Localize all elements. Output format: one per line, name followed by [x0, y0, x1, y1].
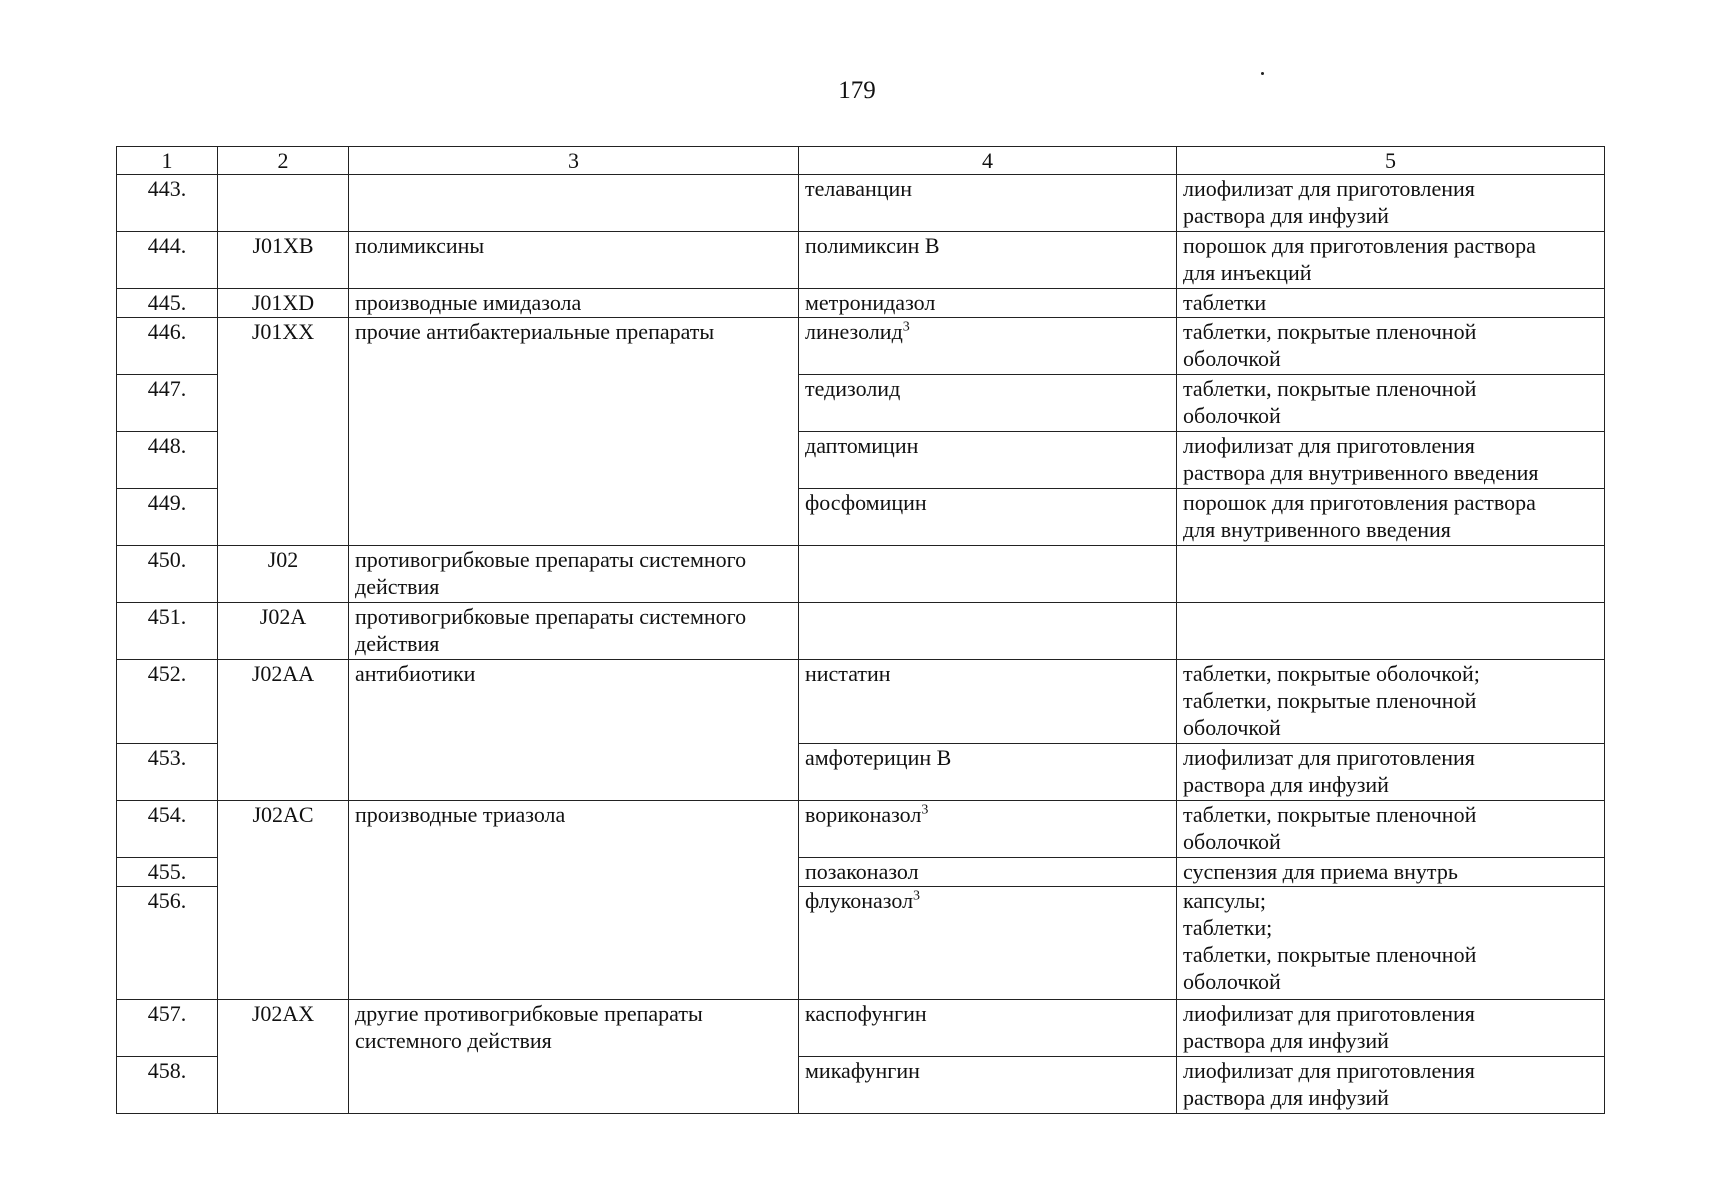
drug-name: нистатин	[805, 661, 891, 686]
atc-group	[349, 175, 799, 232]
drug-name-cell	[799, 858, 1177, 887]
dosage-form-line: лиофилизат для приготовления	[1183, 176, 1475, 201]
drug-name: метронидазол	[805, 290, 936, 315]
drug-name-cell	[799, 432, 1177, 489]
dosage-forms	[1177, 744, 1605, 801]
drug-name: вориконазол	[805, 802, 922, 827]
column-header: 2	[218, 147, 349, 175]
dosage-form-line: раствора для внутривенного введения	[1183, 460, 1539, 485]
dosage-form-line: таблетки, покрытые пленочной	[1183, 942, 1477, 967]
dosage-form-line: раствора для инфузий	[1183, 1028, 1389, 1053]
drug-name-cell	[799, 603, 1177, 660]
dosage-form-line: оболочкой	[1183, 829, 1281, 854]
dosage-form-line: порошок для приготовления раствора	[1183, 490, 1536, 515]
drug-name: даптомицин	[805, 433, 919, 458]
drug-name: микафунгин	[805, 1058, 920, 1083]
atc-group: производные имидазола	[349, 289, 799, 318]
atc-group: антибиотики	[349, 660, 799, 801]
dosage-form-line: капсулы;	[1183, 888, 1266, 913]
atc-group: противогрибковые препараты системного действия	[349, 546, 799, 603]
row-number: 448.	[117, 432, 218, 489]
column-header: 4	[799, 147, 1177, 175]
drug-name-cell	[799, 660, 1177, 744]
atc-code: J02AC	[218, 801, 349, 1000]
dosage-form-line: лиофилизат для приготовления	[1183, 1001, 1475, 1026]
drug-name-cell	[799, 546, 1177, 603]
table-row	[117, 318, 1605, 375]
drug-name: позаконазол	[805, 859, 919, 884]
drug-name-cell	[799, 318, 1177, 375]
row-number: 455.	[117, 858, 218, 887]
drug-table	[116, 146, 1605, 1114]
header-row	[117, 147, 1605, 175]
table-row	[117, 603, 1605, 660]
footnote-marker: 3	[913, 888, 921, 904]
drug-name: полимиксин В	[805, 233, 940, 258]
atc-code: J02AX	[218, 1000, 349, 1114]
row-number: 453.	[117, 744, 218, 801]
dosage-form-line: для инъекций	[1183, 260, 1312, 285]
atc-code: J02AA	[218, 660, 349, 801]
row-number: 458.	[117, 1057, 218, 1114]
atc-group: полимиксины	[349, 232, 799, 289]
drug-name-cell	[799, 801, 1177, 858]
drug-name-cell	[799, 232, 1177, 289]
dosage-form-line: таблетки, покрытые пленочной	[1183, 802, 1477, 827]
row-number: 452.	[117, 660, 218, 744]
dosage-form-line: оболочкой	[1183, 715, 1281, 740]
drug-name: линезолид	[805, 319, 903, 344]
dosage-form-line: раствора для инфузий	[1183, 1085, 1389, 1110]
dosage-form-line: лиофилизат для приготовления	[1183, 745, 1475, 770]
dosage-forms	[1177, 289, 1605, 318]
dosage-forms	[1177, 801, 1605, 858]
table-row	[117, 1000, 1605, 1057]
page-number: 179	[838, 77, 876, 104]
row-number: 446.	[117, 318, 218, 375]
dosage-forms	[1177, 175, 1605, 232]
row-number: 456.	[117, 887, 218, 1000]
atc-group: прочие антибактериальные препараты	[349, 318, 799, 546]
dosage-form-line: оболочкой	[1183, 346, 1281, 371]
dosage-forms	[1177, 660, 1605, 744]
dosage-form-line: таблетки;	[1183, 915, 1273, 940]
column-header: 3	[349, 147, 799, 175]
dosage-form-line: порошок для приготовления раствора	[1183, 233, 1536, 258]
footnote-marker: 3	[921, 802, 929, 818]
atc-code: J01XX	[218, 318, 349, 546]
row-number: 444.	[117, 232, 218, 289]
drug-name: телаванцин	[805, 176, 913, 201]
row-number: 443.	[117, 175, 218, 232]
row-number: 445.	[117, 289, 218, 318]
table-row	[117, 289, 1605, 318]
scan-speck	[1261, 72, 1264, 75]
atc-code: J02	[218, 546, 349, 603]
dosage-forms	[1177, 887, 1605, 1000]
dosage-forms	[1177, 1057, 1605, 1114]
footnote-marker: 3	[902, 319, 910, 335]
row-number: 447.	[117, 375, 218, 432]
dosage-form-line: лиофилизат для приготовления	[1183, 433, 1475, 458]
drug-name: флуконазол	[805, 888, 914, 913]
dosage-form-line: таблетки, покрытые пленочной	[1183, 319, 1477, 344]
drug-name-cell	[799, 744, 1177, 801]
dosage-forms	[1177, 603, 1605, 660]
dosage-form-line: таблетки, покрытые пленочной	[1183, 688, 1477, 713]
table-row	[117, 801, 1605, 858]
column-header: 5	[1177, 147, 1605, 175]
row-number: 457.	[117, 1000, 218, 1057]
row-number: 454.	[117, 801, 218, 858]
drug-name-cell	[799, 887, 1177, 1000]
drug-name-cell	[799, 1000, 1177, 1057]
dosage-forms	[1177, 489, 1605, 546]
drug-name-cell	[799, 175, 1177, 232]
row-number: 449.	[117, 489, 218, 546]
dosage-forms	[1177, 546, 1605, 603]
table-row	[117, 546, 1605, 603]
drug-name: амфотерицин В	[805, 745, 952, 770]
atc-code	[218, 175, 349, 232]
drug-name: фосфомицин	[805, 490, 927, 515]
dosage-forms	[1177, 318, 1605, 375]
drug-name-cell	[799, 375, 1177, 432]
dosage-forms	[1177, 375, 1605, 432]
dosage-form-line: суспензия для приема внутрь	[1183, 859, 1458, 884]
dosage-form-line: раствора для инфузий	[1183, 203, 1389, 228]
dosage-form-line: таблетки, покрытые пленочной	[1183, 376, 1477, 401]
dosage-forms	[1177, 858, 1605, 887]
table-row	[117, 660, 1605, 744]
dosage-form-line: оболочкой	[1183, 403, 1281, 428]
dosage-form-line: таблетки	[1183, 290, 1267, 315]
drug-name-cell	[799, 1057, 1177, 1114]
atc-group: производные триазола	[349, 801, 799, 1000]
dosage-form-line: для внутривенного введения	[1183, 517, 1451, 542]
column-header: 1	[117, 147, 218, 175]
dosage-forms	[1177, 1000, 1605, 1057]
dosage-forms	[1177, 232, 1605, 289]
table-row	[117, 232, 1605, 289]
drug-name-cell	[799, 489, 1177, 546]
row-number: 451.	[117, 603, 218, 660]
dosage-form-line: лиофилизат для приготовления	[1183, 1058, 1475, 1083]
atc-group: противогрибковые препараты системного действия	[349, 603, 799, 660]
atc-group: другие противогрибковые препараты системного действия	[349, 1000, 799, 1114]
dosage-forms	[1177, 432, 1605, 489]
drug-name: тедизолид	[805, 376, 901, 401]
drug-name: каспофунгин	[805, 1001, 927, 1026]
dosage-form-line: таблетки, покрытые оболочкой;	[1183, 661, 1480, 686]
atc-code: J02A	[218, 603, 349, 660]
table-row	[117, 175, 1605, 232]
dosage-form-line: оболочкой	[1183, 969, 1281, 994]
atc-code: J01XB	[218, 232, 349, 289]
drug-name-cell	[799, 289, 1177, 318]
row-number: 450.	[117, 546, 218, 603]
dosage-form-line: раствора для инфузий	[1183, 772, 1389, 797]
atc-code: J01XD	[218, 289, 349, 318]
